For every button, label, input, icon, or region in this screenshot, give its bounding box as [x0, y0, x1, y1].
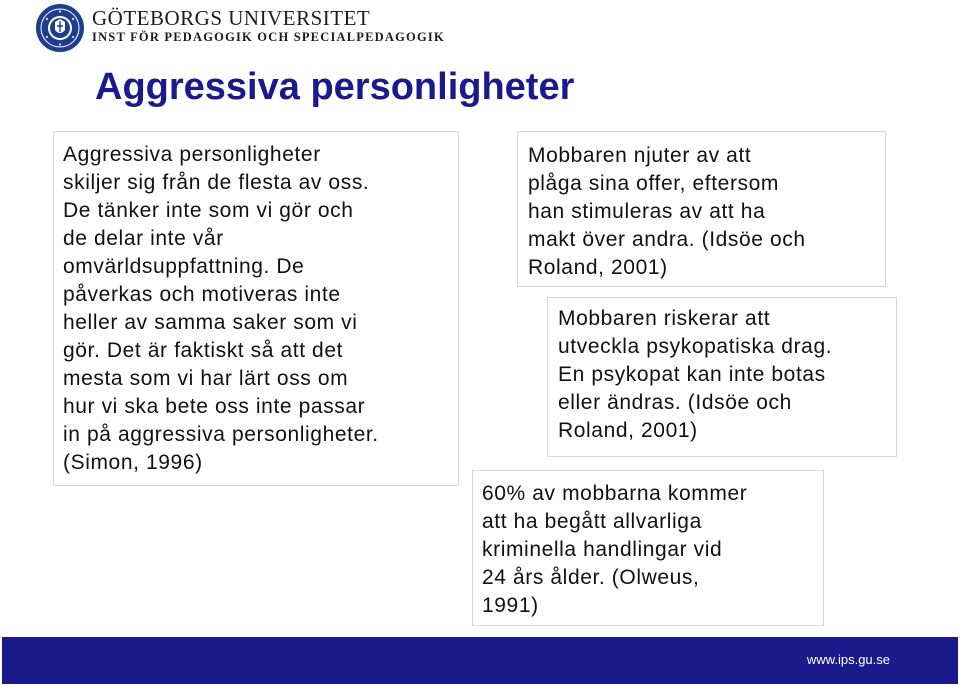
footer-bar [2, 637, 958, 684]
university-name: GÖTEBORGS UNIVERSITET [92, 6, 371, 30]
text-box-aggressive-personalities: Aggressiva personligheter skiljer sig från de flesta av oss. De tänker inte som vi gör och de delar inte vår omvärldsuppfattning. De påverkas och motiveras inte heller av samma saker som vi gör. Det är faktiskt så att det mesta som vi har lärt oss om hur vi ska bete oss inte passar in på aggressiva personligheter. (Simon, 1996) [53, 131, 459, 486]
slide-title: Aggressiva personligheter [95, 66, 575, 108]
text-box-bully-psychopathic: Mobbaren riskerar att utveckla psykopatiska drag. En psykopat kan inte botas eller ändras. (Idsöe och Roland, 2001) [547, 297, 897, 457]
text-box-bully-enjoys: Mobbaren njuter av att plåga sina offer, eftersom han stimuleras av att ha makt över andra. (Idsöe och Roland, 2001) [517, 131, 886, 287]
university-seal-icon [36, 4, 84, 52]
institution-name: INST FÖR PEDAGOGIK OCH SPECIALPEDAGOGIK [92, 30, 445, 44]
footer-url[interactable]: www.ips.gu.se [806, 652, 890, 667]
text-box-criminal-statistic: 60% av mobbarna kommer att ha begått allvarliga kriminella handlingar vid 24 års ålder. (Olweus, 1991) [472, 470, 824, 626]
